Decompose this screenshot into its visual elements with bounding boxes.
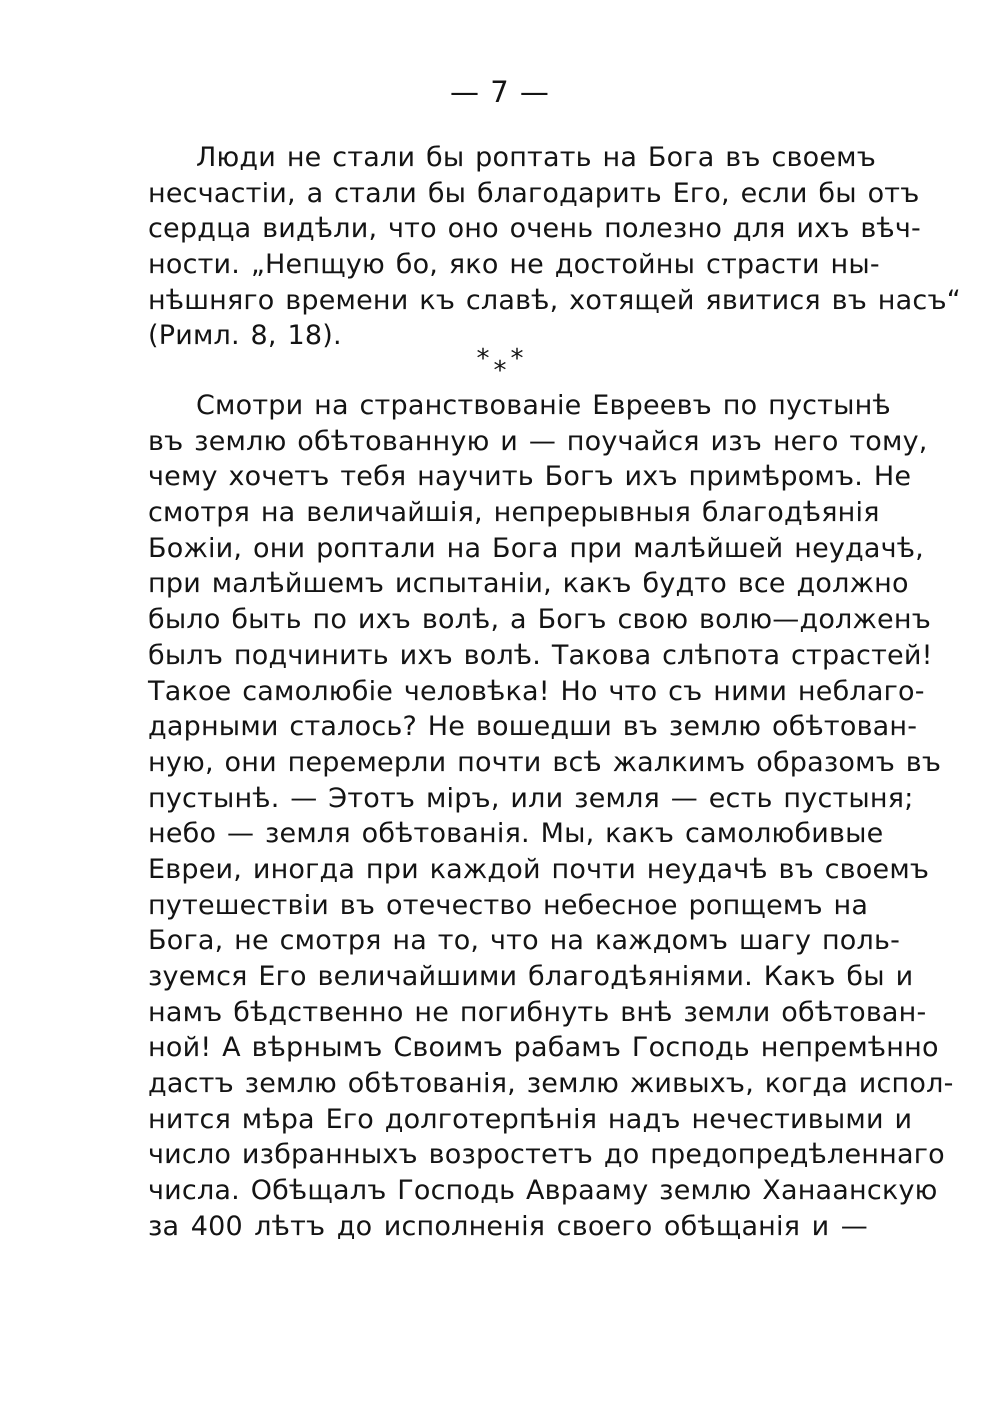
text-line: путешествіи въ отечество небесное ропщемъ на bbox=[148, 889, 869, 921]
paragraph-1 bbox=[148, 140, 961, 354]
asterisk: * bbox=[476, 344, 490, 374]
text-line: за 400 лѣтъ до исполненія своего обѣщанія и — bbox=[148, 1210, 868, 1242]
section-separator bbox=[0, 344, 1000, 386]
text-line: Такое самолюбіе человѣка! Но что съ ними неблаго- bbox=[148, 675, 925, 707]
text-line: намъ бѣдственно не погибнуть внѣ земли обѣтован- bbox=[148, 996, 927, 1028]
text-line: Люди не стали бы роптать на Бога въ своемъ bbox=[196, 142, 876, 173]
text-line: сердца видѣли, что оно очень полезно для ихъ вѣч- bbox=[148, 213, 921, 245]
text-line: въ землю обѣтованную и — поучайся изъ него тому, bbox=[148, 425, 928, 457]
text-line: число избранныхъ возростетъ до предопредѣленнаго bbox=[148, 1139, 945, 1171]
text-line: небо — земля обѣтованія. Мы, какъ самолюбивые bbox=[148, 818, 884, 850]
text-line: дастъ землю обѣтованія, землю живыхъ, когда испол- bbox=[148, 1068, 954, 1100]
text-line: чему хочетъ тебя научить Богъ ихъ примѣромъ. Не bbox=[148, 461, 912, 493]
page-number: — 7 — bbox=[450, 75, 550, 109]
text-line: несчастіи, а стали бы благодарить Его, если бы отъ bbox=[148, 177, 920, 209]
text-line: Смотри на странствованіе Евреевъ по пустынѣ bbox=[196, 390, 891, 421]
text-line: (Римл. 8, 18). bbox=[148, 320, 342, 352]
text-line: пустынѣ. — Этотъ міръ, или земля — есть пустыня; bbox=[148, 782, 914, 814]
asterisk: * bbox=[493, 356, 507, 386]
text-line: ной! А вѣрнымъ Своимъ рабамъ Господь непремѣнно bbox=[148, 1032, 939, 1064]
text-line: дарными сталось? Не вошедши въ землю обѣтован- bbox=[148, 711, 918, 743]
text-line: нится мѣра Его долготерпѣнія надъ нечестивыми и bbox=[148, 1103, 913, 1135]
text-line: зуемся Его величайшими благодѣяніями. Какъ бы и bbox=[148, 961, 914, 992]
text-line: Бога, не смотря на то, что на каждомъ шагу поль- bbox=[148, 925, 901, 957]
text-line: ности. „Непщую бо, яко не достойны страсти ны- bbox=[148, 249, 880, 281]
text-line: ную, они перемерли почти всѣ жалкимъ образомъ въ bbox=[148, 746, 942, 778]
asterisk: * bbox=[510, 344, 524, 374]
text-line: Евреи, иногда при каждой почти неудачѣ въ своемъ bbox=[148, 853, 930, 885]
text-line: при малѣйшемъ испытаніи, какъ будто все должно bbox=[148, 568, 909, 600]
text-line: былъ подчинить ихъ волѣ. Такова слѣпота страстей! bbox=[148, 639, 933, 671]
text-line: смотря на величайшія, непрерывныя благодѣянія bbox=[148, 497, 880, 529]
text-line: было быть по ихъ волѣ, а Богъ свою волю—долженъ bbox=[148, 604, 931, 636]
text-line: нѣшняго времени къ славѣ, хотящей явитися въ насъ“ bbox=[148, 284, 961, 316]
paragraph-2 bbox=[148, 388, 954, 1245]
text-line: числа. Обѣщалъ Господь Аврааму землю Ханаанскую bbox=[148, 1175, 938, 1207]
text-line: Божіи, они роптали на Бога при малѣйшей неудачѣ, bbox=[148, 532, 924, 564]
